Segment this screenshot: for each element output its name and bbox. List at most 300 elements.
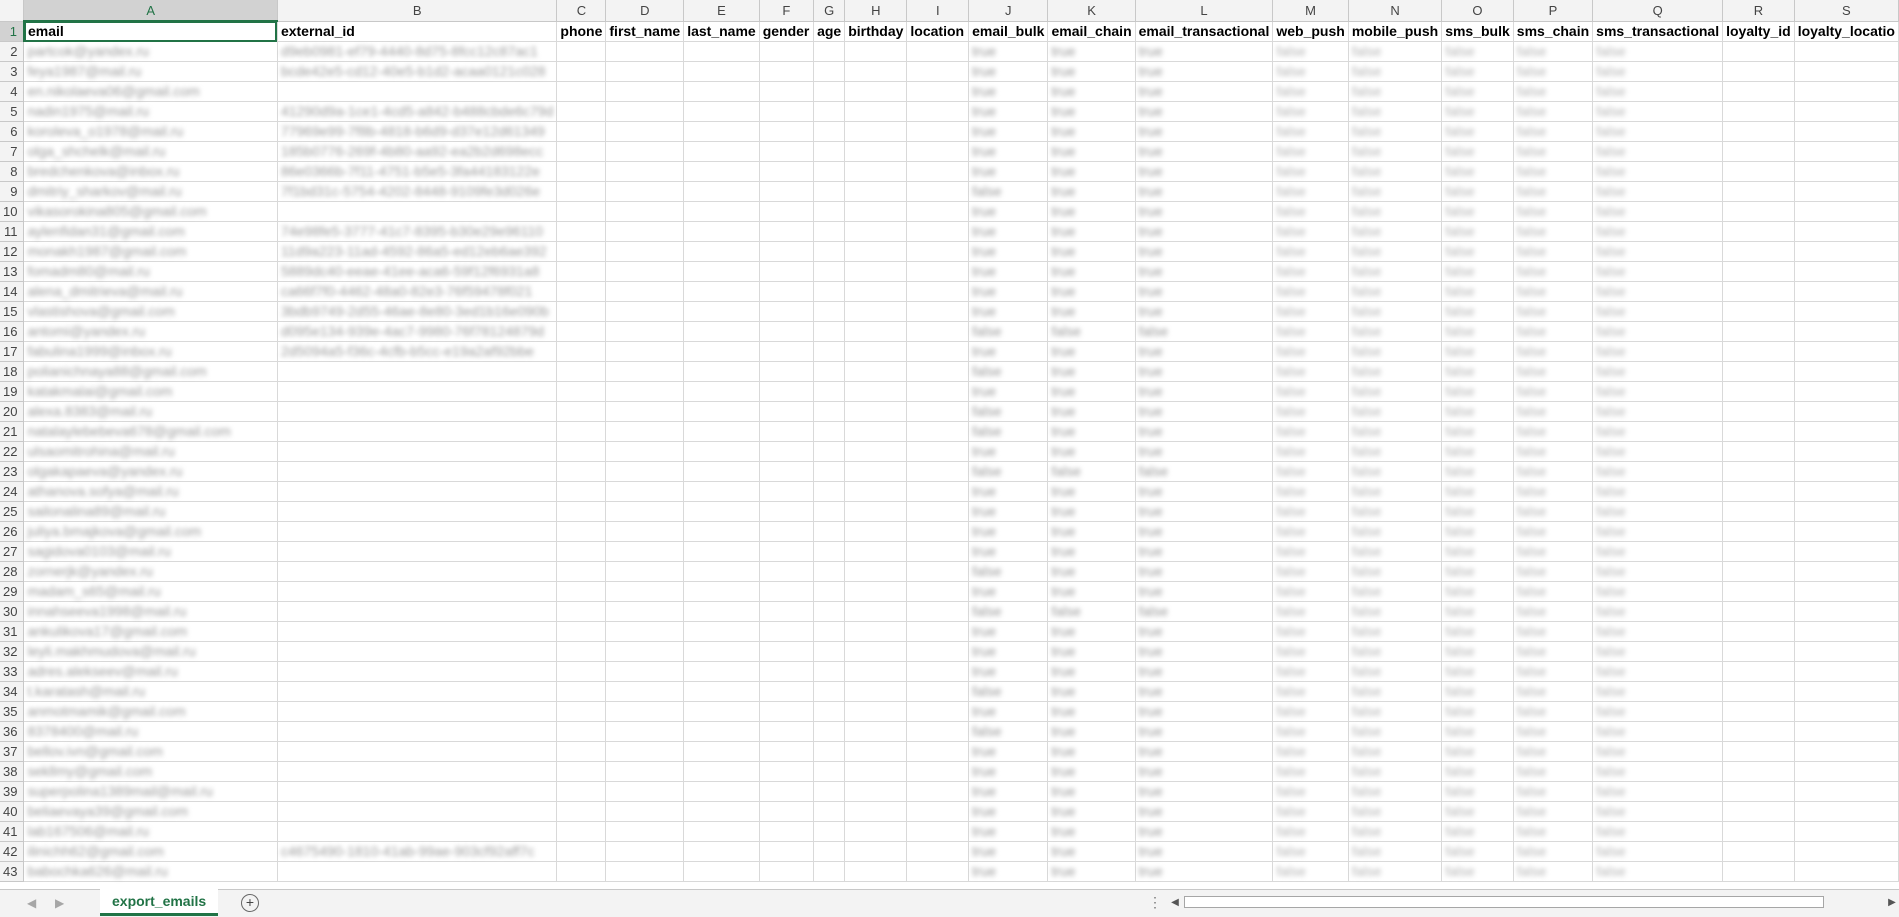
cell-web-push[interactable]: false	[1273, 402, 1348, 422]
cell-birthday[interactable]	[845, 722, 907, 742]
cell-location[interactable]	[907, 162, 969, 182]
cell-loyalty-id[interactable]	[1723, 562, 1795, 582]
cell-email-bulk[interactable]: true	[969, 762, 1048, 782]
cell-birthday[interactable]	[845, 242, 907, 262]
cell-mobile-push[interactable]: false	[1348, 462, 1441, 482]
cell-first-name[interactable]	[606, 642, 684, 662]
cell-gender[interactable]	[759, 382, 813, 402]
cell-web-push[interactable]: false	[1273, 582, 1348, 602]
cell-external-id[interactable]	[277, 802, 556, 822]
cell-age[interactable]	[814, 782, 845, 802]
header-cell-email-bulk[interactable]: email_bulk	[969, 21, 1048, 42]
cell-email-chain[interactable]: true	[1048, 262, 1135, 282]
cell-loyalty-location[interactable]	[1794, 302, 1898, 322]
cell-phone[interactable]	[557, 282, 606, 302]
cell-birthday[interactable]	[845, 282, 907, 302]
header-cell-sms-transactional[interactable]: sms_transactional	[1593, 21, 1723, 42]
cell-external-id[interactable]: 77969e99-7f8b-4818-b6d9-d37e12d61349	[277, 122, 556, 142]
cell-sms-transactional[interactable]: false	[1593, 62, 1723, 82]
cell-first-name[interactable]	[606, 702, 684, 722]
cell-last-name[interactable]	[684, 702, 759, 722]
row-header[interactable]: 33	[0, 662, 24, 682]
cell-sms-transactional[interactable]: false	[1593, 382, 1723, 402]
header-cell-mobile-push[interactable]: mobile_push	[1348, 21, 1441, 42]
cell-sms-transactional[interactable]: false	[1593, 582, 1723, 602]
cell-loyalty-location[interactable]	[1794, 82, 1898, 102]
row-header[interactable]: 25	[0, 502, 24, 522]
cell-phone[interactable]	[557, 742, 606, 762]
cell-external-id[interactable]: 2d5094a5-f36c-4cfb-b5cc-e19a2af92bbe	[277, 342, 556, 362]
cell-email[interactable]: madam_s65@mail.ru	[24, 582, 277, 602]
cell-mobile-push[interactable]: false	[1348, 142, 1441, 162]
cell-loyalty-id[interactable]	[1723, 822, 1795, 842]
cell-first-name[interactable]	[606, 602, 684, 622]
cell-sms-chain[interactable]: false	[1513, 62, 1592, 82]
cell-first-name[interactable]	[606, 482, 684, 502]
cell-birthday[interactable]	[845, 142, 907, 162]
cell-age[interactable]	[814, 582, 845, 602]
cell-first-name[interactable]	[606, 842, 684, 862]
cell-email-chain[interactable]: true	[1048, 502, 1135, 522]
triangle-right-icon[interactable]: ▶	[55, 896, 65, 910]
cell-first-name[interactable]	[606, 82, 684, 102]
cell-age[interactable]	[814, 362, 845, 382]
cell-age[interactable]	[814, 642, 845, 662]
cell-birthday[interactable]	[845, 62, 907, 82]
cell-birthday[interactable]	[845, 442, 907, 462]
cell-sms-chain[interactable]: false	[1513, 842, 1592, 862]
cell-last-name[interactable]	[684, 142, 759, 162]
cell-age[interactable]	[814, 62, 845, 82]
cell-phone[interactable]	[557, 322, 606, 342]
cell-loyalty-location[interactable]	[1794, 322, 1898, 342]
cell-sms-bulk[interactable]: false	[1442, 862, 1514, 882]
cell-external-id[interactable]: c4675490-1810-41ab-99ae-903cf92aff7c	[277, 842, 556, 862]
column-header-k[interactable]: K	[1048, 0, 1135, 21]
header-cell-last-name[interactable]: last_name	[684, 21, 759, 42]
cell-sms-chain[interactable]: false	[1513, 782, 1592, 802]
cell-sms-transactional[interactable]: false	[1593, 282, 1723, 302]
cell-birthday[interactable]	[845, 422, 907, 442]
cell-first-name[interactable]	[606, 422, 684, 442]
cell-email-bulk[interactable]: true	[969, 702, 1048, 722]
cell-email-transactional[interactable]: true	[1135, 242, 1273, 262]
cell-web-push[interactable]: false	[1273, 602, 1348, 622]
cell-mobile-push[interactable]: false	[1348, 742, 1441, 762]
header-cell-loyalty-locatio[interactable]: loyalty_locatio	[1794, 21, 1898, 42]
cell-email-chain[interactable]: true	[1048, 42, 1135, 62]
cell-phone[interactable]	[557, 102, 606, 122]
cell-location[interactable]	[907, 482, 969, 502]
cell-email-bulk[interactable]: true	[969, 102, 1048, 122]
cell-gender[interactable]	[759, 582, 813, 602]
cell-web-push[interactable]: false	[1273, 622, 1348, 642]
cell-sms-chain[interactable]: false	[1513, 382, 1592, 402]
cell-email-bulk[interactable]: true	[969, 522, 1048, 542]
cell-sms-bulk[interactable]: false	[1442, 822, 1514, 842]
cell-loyalty-id[interactable]	[1723, 622, 1795, 642]
cell-email-bulk[interactable]: true	[969, 242, 1048, 262]
cell-age[interactable]	[814, 302, 845, 322]
cell-email-chain[interactable]: true	[1048, 562, 1135, 582]
cell-gender[interactable]	[759, 362, 813, 382]
cell-sms-transactional[interactable]: false	[1593, 342, 1723, 362]
cell-sms-transactional[interactable]: false	[1593, 622, 1723, 642]
cell-birthday[interactable]	[845, 102, 907, 122]
cell-external-id[interactable]	[277, 682, 556, 702]
cell-mobile-push[interactable]: false	[1348, 702, 1441, 722]
cell-email-bulk[interactable]: true	[969, 42, 1048, 62]
cell-sms-transactional[interactable]: false	[1593, 162, 1723, 182]
cell-gender[interactable]	[759, 202, 813, 222]
cell-email-transactional[interactable]: false	[1135, 462, 1273, 482]
cell-mobile-push[interactable]: false	[1348, 522, 1441, 542]
cell-last-name[interactable]	[684, 622, 759, 642]
row-header[interactable]: 3	[0, 62, 24, 82]
cell-sms-transactional[interactable]: false	[1593, 422, 1723, 442]
cell-web-push[interactable]: false	[1273, 782, 1348, 802]
cell-sms-chain[interactable]: false	[1513, 502, 1592, 522]
cell-location[interactable]	[907, 642, 969, 662]
row-header[interactable]: 18	[0, 362, 24, 382]
cell-web-push[interactable]: false	[1273, 262, 1348, 282]
cell-location[interactable]	[907, 802, 969, 822]
cell-loyalty-location[interactable]	[1794, 662, 1898, 682]
cell-loyalty-location[interactable]	[1794, 402, 1898, 422]
cell-last-name[interactable]	[684, 202, 759, 222]
cell-gender[interactable]	[759, 502, 813, 522]
cell-email-chain[interactable]: true	[1048, 402, 1135, 422]
cell-last-name[interactable]	[684, 642, 759, 662]
cell-mobile-push[interactable]: false	[1348, 202, 1441, 222]
cell-first-name[interactable]	[606, 222, 684, 242]
cell-web-push[interactable]: false	[1273, 482, 1348, 502]
cell-loyalty-location[interactable]	[1794, 622, 1898, 642]
cell-loyalty-id[interactable]	[1723, 142, 1795, 162]
cell-phone[interactable]	[557, 522, 606, 542]
cell-location[interactable]	[907, 62, 969, 82]
cell-email-chain[interactable]: true	[1048, 122, 1135, 142]
cell-sms-transactional[interactable]: false	[1593, 662, 1723, 682]
cell-gender[interactable]	[759, 282, 813, 302]
cell-mobile-push[interactable]: false	[1348, 302, 1441, 322]
cell-gender[interactable]	[759, 682, 813, 702]
cell-email-chain[interactable]: true	[1048, 742, 1135, 762]
cell-age[interactable]	[814, 142, 845, 162]
cell-mobile-push[interactable]: false	[1348, 782, 1441, 802]
cell-sms-chain[interactable]: false	[1513, 722, 1592, 742]
cell-loyalty-id[interactable]	[1723, 522, 1795, 542]
cell-email-bulk[interactable]: true	[969, 642, 1048, 662]
cell-email-transactional[interactable]: true	[1135, 702, 1273, 722]
column-header-m[interactable]: M	[1273, 0, 1348, 21]
cell-sms-transactional[interactable]: false	[1593, 522, 1723, 542]
cell-external-id[interactable]	[277, 822, 556, 842]
cell-last-name[interactable]	[684, 382, 759, 402]
cell-first-name[interactable]	[606, 522, 684, 542]
cell-location[interactable]	[907, 782, 969, 802]
cell-email[interactable]: bellov.ivn@gmail.com	[24, 742, 277, 762]
header-cell-email-transactional[interactable]: email_transactional	[1135, 21, 1273, 42]
cell-age[interactable]	[814, 602, 845, 622]
cell-sms-transactional[interactable]: false	[1593, 802, 1723, 822]
cell-email-chain[interactable]: true	[1048, 682, 1135, 702]
row-header[interactable]: 38	[0, 762, 24, 782]
cell-age[interactable]	[814, 122, 845, 142]
cell-age[interactable]	[814, 462, 845, 482]
cell-phone[interactable]	[557, 202, 606, 222]
cell-birthday[interactable]	[845, 382, 907, 402]
row-header[interactable]: 9	[0, 182, 24, 202]
cell-sms-transactional[interactable]: false	[1593, 862, 1723, 882]
cell-email-chain[interactable]: true	[1048, 542, 1135, 562]
cell-email[interactable]: adres.alekseev@mail.ru	[24, 662, 277, 682]
cell-web-push[interactable]: false	[1273, 702, 1348, 722]
cell-external-id[interactable]	[277, 862, 556, 882]
cell-sms-bulk[interactable]: false	[1442, 222, 1514, 242]
cell-mobile-push[interactable]: false	[1348, 602, 1441, 622]
cell-sms-bulk[interactable]: false	[1442, 202, 1514, 222]
cell-birthday[interactable]	[845, 262, 907, 282]
cell-phone[interactable]	[557, 402, 606, 422]
cell-gender[interactable]	[759, 322, 813, 342]
cell-phone[interactable]	[557, 822, 606, 842]
cell-sms-transactional[interactable]: false	[1593, 442, 1723, 462]
cell-loyalty-id[interactable]	[1723, 282, 1795, 302]
cell-mobile-push[interactable]: false	[1348, 382, 1441, 402]
cell-loyalty-location[interactable]	[1794, 342, 1898, 362]
cell-email[interactable]: alena_dmitrieva@mail.ru	[24, 282, 277, 302]
cell-external-id[interactable]	[277, 402, 556, 422]
cell-loyalty-location[interactable]	[1794, 702, 1898, 722]
cell-sms-bulk[interactable]: false	[1442, 42, 1514, 62]
cell-sms-transactional[interactable]: false	[1593, 182, 1723, 202]
cell-mobile-push[interactable]: false	[1348, 802, 1441, 822]
cell-loyalty-id[interactable]	[1723, 222, 1795, 242]
cell-birthday[interactable]	[845, 122, 907, 142]
cell-external-id[interactable]: bcde42e5-cd12-40e5-b1d2-acaa0121c028	[277, 62, 556, 82]
cell-last-name[interactable]	[684, 102, 759, 122]
cell-phone[interactable]	[557, 802, 606, 822]
cell-last-name[interactable]	[684, 662, 759, 682]
cell-email[interactable]: fabulina1999@inbox.ru	[24, 342, 277, 362]
cell-email-chain[interactable]: true	[1048, 782, 1135, 802]
cell-email-transactional[interactable]: true	[1135, 722, 1273, 742]
cell-location[interactable]	[907, 342, 969, 362]
column-header-a[interactable]: A	[24, 0, 277, 21]
cell-external-id[interactable]: 3bdb9749-2d55-46ae-8e80-3ed1b16e090b	[277, 302, 556, 322]
cell-first-name[interactable]	[606, 262, 684, 282]
cell-email-transactional[interactable]: true	[1135, 162, 1273, 182]
cell-email-transactional[interactable]: true	[1135, 302, 1273, 322]
cell-email-transactional[interactable]: false	[1135, 322, 1273, 342]
cell-birthday[interactable]	[845, 742, 907, 762]
cell-gender[interactable]	[759, 522, 813, 542]
cell-email[interactable]: beliaevaya39@gmail.com	[24, 802, 277, 822]
cell-email[interactable]: innahseeva1998@mail.ru	[24, 602, 277, 622]
cell-age[interactable]	[814, 562, 845, 582]
row-header[interactable]: 39	[0, 782, 24, 802]
cell-birthday[interactable]	[845, 622, 907, 642]
cell-email-chain[interactable]: true	[1048, 482, 1135, 502]
cell-loyalty-id[interactable]	[1723, 862, 1795, 882]
cell-mobile-push[interactable]: false	[1348, 822, 1441, 842]
cell-sms-transactional[interactable]: false	[1593, 482, 1723, 502]
cell-email[interactable]: dmitriy_sharkov@mail.ru	[24, 182, 277, 202]
cell-birthday[interactable]	[845, 502, 907, 522]
cell-sms-bulk[interactable]: false	[1442, 702, 1514, 722]
cell-email-bulk[interactable]: false	[969, 322, 1048, 342]
cell-email-chain[interactable]: true	[1048, 522, 1135, 542]
cell-web-push[interactable]: false	[1273, 742, 1348, 762]
cell-last-name[interactable]	[684, 42, 759, 62]
cell-gender[interactable]	[759, 222, 813, 242]
cell-gender[interactable]	[759, 442, 813, 462]
cell-sms-transactional[interactable]: false	[1593, 682, 1723, 702]
cell-first-name[interactable]	[606, 822, 684, 842]
cell-mobile-push[interactable]: false	[1348, 622, 1441, 642]
cell-email-bulk[interactable]: true	[969, 282, 1048, 302]
row-header[interactable]: 16	[0, 322, 24, 342]
cell-loyalty-id[interactable]	[1723, 482, 1795, 502]
cell-email-bulk[interactable]: false	[969, 602, 1048, 622]
cell-last-name[interactable]	[684, 302, 759, 322]
cell-email-chain[interactable]: true	[1048, 442, 1135, 462]
cell-sms-transactional[interactable]: false	[1593, 462, 1723, 482]
row-header[interactable]: 15	[0, 302, 24, 322]
cell-loyalty-id[interactable]	[1723, 542, 1795, 562]
row-header[interactable]: 7	[0, 142, 24, 162]
row-header[interactable]: 31	[0, 622, 24, 642]
cell-sms-transactional[interactable]: false	[1593, 842, 1723, 862]
cell-age[interactable]	[814, 382, 845, 402]
cell-birthday[interactable]	[845, 562, 907, 582]
cell-email[interactable]: alexa.8383@mail.ru	[24, 402, 277, 422]
cell-birthday[interactable]	[845, 162, 907, 182]
cell-last-name[interactable]	[684, 442, 759, 462]
cell-sms-bulk[interactable]: false	[1442, 422, 1514, 442]
cell-email[interactable]: sekllmy@gmail.com	[24, 762, 277, 782]
row-header[interactable]: 22	[0, 442, 24, 462]
cell-sms-chain[interactable]: false	[1513, 682, 1592, 702]
row-header[interactable]: 4	[0, 82, 24, 102]
cell-web-push[interactable]: false	[1273, 542, 1348, 562]
cell-external-id[interactable]: d9eb0981-ef79-4440-8d75-8fcc12c87ac1	[277, 42, 556, 62]
cell-loyalty-id[interactable]	[1723, 722, 1795, 742]
cell-web-push[interactable]: false	[1273, 122, 1348, 142]
cell-loyalty-location[interactable]	[1794, 442, 1898, 462]
cell-sms-bulk[interactable]: false	[1442, 162, 1514, 182]
cell-location[interactable]	[907, 362, 969, 382]
cell-phone[interactable]	[557, 722, 606, 742]
cell-external-id[interactable]	[277, 482, 556, 502]
cell-email-chain[interactable]: false	[1048, 462, 1135, 482]
cell-last-name[interactable]	[684, 262, 759, 282]
cell-first-name[interactable]	[606, 782, 684, 802]
cell-gender[interactable]	[759, 762, 813, 782]
cell-gender[interactable]	[759, 302, 813, 322]
cell-loyalty-id[interactable]	[1723, 122, 1795, 142]
cell-loyalty-id[interactable]	[1723, 342, 1795, 362]
cell-last-name[interactable]	[684, 762, 759, 782]
cell-external-id[interactable]	[277, 562, 556, 582]
cell-external-id[interactable]	[277, 642, 556, 662]
cell-web-push[interactable]: false	[1273, 442, 1348, 462]
cell-birthday[interactable]	[845, 682, 907, 702]
cell-sms-bulk[interactable]: false	[1442, 662, 1514, 682]
cell-mobile-push[interactable]: false	[1348, 422, 1441, 442]
cell-external-id[interactable]	[277, 782, 556, 802]
cell-email-transactional[interactable]: true	[1135, 102, 1273, 122]
column-header-g[interactable]: G	[814, 0, 845, 21]
cell-birthday[interactable]	[845, 762, 907, 782]
cell-sms-transactional[interactable]: false	[1593, 702, 1723, 722]
row-header[interactable]: 14	[0, 282, 24, 302]
cell-email[interactable]: fomadm80@mail.ru	[24, 262, 277, 282]
cell-email-transactional[interactable]: true	[1135, 402, 1273, 422]
cell-last-name[interactable]	[684, 342, 759, 362]
row-header[interactable]: 12	[0, 242, 24, 262]
cell-loyalty-location[interactable]	[1794, 102, 1898, 122]
cell-external-id[interactable]: 185b0776-269f-4b80-aa92-ea2b2d698ecc	[277, 142, 556, 162]
cell-web-push[interactable]: false	[1273, 462, 1348, 482]
cell-sms-chain[interactable]: false	[1513, 762, 1592, 782]
cell-external-id[interactable]: 11d9a223-11ad-4592-86a5-ed12eb6ae392	[277, 242, 556, 262]
cell-gender[interactable]	[759, 542, 813, 562]
cell-mobile-push[interactable]: false	[1348, 642, 1441, 662]
cell-loyalty-location[interactable]	[1794, 582, 1898, 602]
cell-location[interactable]	[907, 42, 969, 62]
cell-last-name[interactable]	[684, 682, 759, 702]
row-header[interactable]: 40	[0, 802, 24, 822]
cell-birthday[interactable]	[845, 702, 907, 722]
cell-web-push[interactable]: false	[1273, 222, 1348, 242]
cell-gender[interactable]	[759, 822, 813, 842]
cell-first-name[interactable]	[606, 282, 684, 302]
cell-location[interactable]	[907, 682, 969, 702]
cell-first-name[interactable]	[606, 162, 684, 182]
cell-sms-chain[interactable]: false	[1513, 602, 1592, 622]
triangle-left-icon[interactable]: ◀	[27, 896, 37, 910]
cell-loyalty-location[interactable]	[1794, 842, 1898, 862]
cell-phone[interactable]	[557, 122, 606, 142]
cell-email-transactional[interactable]: true	[1135, 142, 1273, 162]
cell-sms-chain[interactable]: false	[1513, 162, 1592, 182]
cell-web-push[interactable]: false	[1273, 182, 1348, 202]
cell-email-bulk[interactable]: true	[969, 302, 1048, 322]
cell-sms-bulk[interactable]: false	[1442, 182, 1514, 202]
cell-email[interactable]: leyli.makhmudova@mail.ru	[24, 642, 277, 662]
header-cell-loyalty-id[interactable]: loyalty_id	[1723, 21, 1795, 42]
column-header-s[interactable]: S	[1794, 0, 1898, 21]
cell-email-transactional[interactable]: true	[1135, 862, 1273, 882]
cell-sms-chain[interactable]: false	[1513, 702, 1592, 722]
column-header-p[interactable]: P	[1513, 0, 1592, 21]
cell-phone[interactable]	[557, 562, 606, 582]
cell-loyalty-id[interactable]	[1723, 742, 1795, 762]
cell-email[interactable]: ankulikova17@gmail.com	[24, 622, 277, 642]
cell-external-id[interactable]	[277, 742, 556, 762]
cell-web-push[interactable]: false	[1273, 302, 1348, 322]
cell-email-chain[interactable]: true	[1048, 342, 1135, 362]
cell-phone[interactable]	[557, 422, 606, 442]
cell-loyalty-location[interactable]	[1794, 742, 1898, 762]
cell-phone[interactable]	[557, 762, 606, 782]
cell-web-push[interactable]: false	[1273, 142, 1348, 162]
cell-last-name[interactable]	[684, 62, 759, 82]
cell-last-name[interactable]	[684, 322, 759, 342]
cell-sms-chain[interactable]: false	[1513, 402, 1592, 422]
